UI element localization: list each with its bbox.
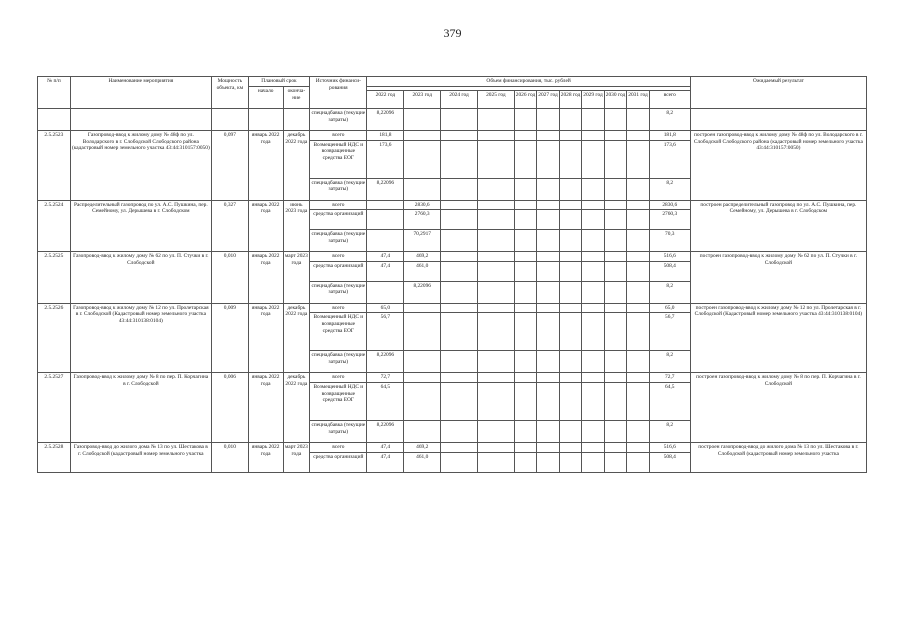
row-value: 173,6 [367,140,404,178]
row-value [537,313,560,351]
header-total: всего [649,91,690,109]
row-capacity: 0,097 [211,131,248,201]
row-value [582,303,605,313]
row-value [441,131,478,141]
row-name: Газопровод-ввод к жилому дому № 62 по ул. П. Стучки в г. Слободской [70,252,211,304]
row-value [441,452,478,472]
row-value [627,109,650,131]
row-id: 2.5.2525 [38,252,71,304]
row-value [441,420,478,442]
header-year: 2026 год [514,91,537,109]
row-source: всего [310,200,367,210]
row-value [367,200,404,210]
row-value: 8,22096 [367,420,404,442]
row-end: март 2023 года [283,252,310,304]
row-value [604,109,627,131]
row-value [367,210,404,230]
row-value [627,373,650,383]
row-total: 516,6 [649,442,690,452]
row-value [441,261,478,281]
row-source: всего [310,303,367,313]
row-value [559,109,582,131]
row-value [404,109,441,131]
row-value [627,252,650,262]
row-value [604,200,627,210]
row-value: 65,0 [367,303,404,313]
row-total: 8,2 [649,178,690,200]
row-value [477,178,514,200]
row-value: 47,4 [367,261,404,281]
row-source: Возмещенный НДС и возвращенные средства ЕОГ [310,313,367,351]
row-value [441,303,478,313]
financing-table [37,76,867,473]
row-value: 47,4 [367,252,404,262]
row-value [441,210,478,230]
row-source: всего [310,442,367,452]
row-source: средства организаций [310,261,367,281]
row-start: январь 2022 года [248,252,283,304]
row-value [404,313,441,351]
row-value [537,261,560,281]
row-result: построен газопровод-ввод к жилому дому № 8 по пер. П. Корчагина в г. Слободской [690,373,866,443]
row-total: 516,6 [649,252,690,262]
row-value [404,351,441,373]
row-value: 469,2 [404,252,441,262]
row-value [627,420,650,442]
row-value [559,442,582,452]
row-value [582,281,605,303]
row-value: 8,22096 [404,281,441,303]
row-value [441,178,478,200]
table-row [38,252,867,262]
table-row [38,131,867,141]
row-source: всего [310,373,367,383]
header-year: 2030 год [604,91,627,109]
row-value [582,452,605,472]
row-value [477,420,514,442]
row-value [441,109,478,131]
row-result: построен газопровод-ввод к жилому дому № 48ф по ул. Володарского в г. Слободской Слободского района (кадастровый номер земельного участка 43:44:310157:0050) [690,131,866,201]
row-total: 70,3 [649,230,690,252]
row-total: 2760,3 [649,210,690,230]
header-name: Наименование мероприятия [70,77,211,109]
row-value [441,252,478,262]
row-value [627,303,650,313]
row-value [537,200,560,210]
row-value [582,261,605,281]
row-value: 47,4 [367,452,404,472]
row-value [604,303,627,313]
row-total: 65,0 [649,303,690,313]
row-source: спецнадбавка (текущие затраты) [310,281,367,303]
row-total: 8,2 [649,281,690,303]
row-value: 47,4 [367,442,404,452]
header-plan-term: Плановый срок [248,77,309,87]
row-start: январь 2022 года [248,200,283,252]
row-value [582,131,605,141]
row-value: 2830,6 [404,200,441,210]
row-value [627,281,650,303]
row-value [404,373,441,383]
row-value [559,420,582,442]
row-source: средства организаций [310,452,367,472]
row-value [627,178,650,200]
row-value [582,252,605,262]
row-value [404,131,441,141]
row-end: июнь 2023 года [283,200,310,252]
header-year: 2029 год [582,91,605,109]
row-value [441,281,478,303]
row-total: 2830,6 [649,200,690,210]
row-capacity: 0,010 [211,442,248,472]
row-value [537,178,560,200]
row-value [514,140,537,178]
row-value [441,373,478,383]
row-value: 8,22096 [367,109,404,131]
row-source: спецнадбавка (текущие затраты) [310,351,367,373]
row-value [559,313,582,351]
row-name: Газопровод-ввод к жилому дому № 12 по ул. Пролетарская в г. Слободской (Кадастровый номер земельного участка 43:44:310138:0104) [70,303,211,373]
header-capacity: Мощность объекта, км [211,77,248,109]
row-value [604,261,627,281]
row-value [367,230,404,252]
row-value [627,382,650,420]
row-value [477,200,514,210]
row-value [582,109,605,131]
row-value [604,252,627,262]
row-id: 2.5.2523 [38,131,71,201]
row-start: январь 2022 года [248,373,283,443]
row-value: 461,0 [404,261,441,281]
row-value [627,230,650,252]
row-value [604,140,627,178]
header-year: 2027 год [537,91,560,109]
row-value [477,210,514,230]
row-total: 508,4 [649,452,690,472]
row-start: январь 2022 года [248,442,283,472]
row-total: 173,6 [649,140,690,178]
header-source: Источник финанси- рования [310,77,367,109]
row-source: Возмещенный НДС и возвращенные средства ЕОГ [310,382,367,420]
row-value [477,313,514,351]
row-name: Газопровод-ввод к жилому дому № 8 по пер. П. Корчагина в г. Слободской [70,373,211,443]
row-value [559,252,582,262]
row-value [604,131,627,141]
header-result: Ожидаемый результат [690,77,866,109]
row-capacity: 0,327 [211,200,248,252]
row-value [367,281,404,303]
row-value [477,131,514,141]
row-value [514,442,537,452]
row-value [477,109,514,131]
row-value [441,230,478,252]
row-capacity: 0,009 [211,303,248,373]
row-value [604,373,627,383]
row-result: построен газопровод-ввод до жилого дома № 13 по ул. Шестакова в г. Слободской (кадастровый номер земельного участка [690,442,866,472]
row-value [559,200,582,210]
row-value: 72,7 [367,373,404,383]
row-value [559,351,582,373]
row-value [627,261,650,281]
row-capacity [211,109,248,131]
row-value [537,452,560,472]
row-value: 8,22096 [367,351,404,373]
row-id: 2.5.2528 [38,442,71,472]
row-value [582,442,605,452]
row-value [441,351,478,373]
row-value [537,140,560,178]
header-year: 2022 год [367,91,404,109]
row-value [514,281,537,303]
row-value [477,452,514,472]
row-value [627,140,650,178]
row-value [441,382,478,420]
row-value: 469,2 [404,442,441,452]
row-value [477,382,514,420]
row-value [559,373,582,383]
row-value [537,442,560,452]
header-year: 2025 год [477,91,514,109]
row-name: Распределительный газопровод по ул. А.С. Пушкина, пер. Семейному, ул. Дерышева в г. Слободском [70,200,211,252]
row-value [582,210,605,230]
row-source: спецнадбавка (текущие затраты) [310,109,367,131]
header-end: оконча- ние [283,87,310,109]
table-row [38,109,867,131]
row-value [582,200,605,210]
row-value [514,313,537,351]
row-total: 8,2 [649,420,690,442]
row-id [38,109,71,131]
row-value [404,420,441,442]
row-value [514,200,537,210]
header-year: 2031 год [627,91,650,109]
row-value [627,210,650,230]
row-result: построен распределительный газопровод по ул. А.С. Пушкина, пер. Семейному, ул. Дерышева в г. Слободском [690,200,866,252]
row-value [514,131,537,141]
page-number: 379 [443,26,462,40]
row-value [559,210,582,230]
row-value [559,131,582,141]
row-value [559,303,582,313]
row-value [441,140,478,178]
row-value [582,382,605,420]
row-total: 56,7 [649,313,690,351]
row-value [514,351,537,373]
row-value [559,140,582,178]
row-id: 2.5.2527 [38,373,71,443]
row-source: Возмещенный НДС и возвращенные средства ЕОГ [310,140,367,178]
row-value [604,281,627,303]
row-source: средства организаций [310,210,367,230]
row-value [559,452,582,472]
row-value [537,351,560,373]
row-value [404,140,441,178]
table-row [38,442,867,452]
row-value: 8,22096 [367,178,404,200]
row-id: 2.5.2524 [38,200,71,252]
row-value: 461,0 [404,452,441,472]
row-value [627,351,650,373]
row-total: 72,7 [649,373,690,383]
row-value [477,442,514,452]
row-value [582,178,605,200]
row-value [604,420,627,442]
row-value [582,373,605,383]
row-name: Газопровод-ввод до жилого дома № 13 по ул. Шестакова в г. Слободской (кадастровый номер земельного участка [70,442,211,472]
row-name [70,109,211,131]
row-value [582,351,605,373]
row-result: построен газопровод-ввод к жилому дому № 62 по ул. П. Стучки в г. Слободской [690,252,866,304]
row-value: 56,7 [367,313,404,351]
row-value: 181,8 [367,131,404,141]
row-value [559,230,582,252]
row-value [477,140,514,178]
row-value [477,351,514,373]
row-value [477,261,514,281]
row-value [477,303,514,313]
row-value [537,281,560,303]
row-total: 508,4 [649,261,690,281]
row-result: построен газопровод-ввод к жилому дому № 12 по ул. Пролетарская в г. Слободской (Кадастровый номер земельного участка 43:44:310138:0104) [690,303,866,373]
row-value [441,200,478,210]
row-value [627,313,650,351]
row-value [604,313,627,351]
row-value [537,109,560,131]
row-value [559,382,582,420]
row-value [559,281,582,303]
row-value: 2760,3 [404,210,441,230]
row-value [477,252,514,262]
row-value [477,230,514,252]
row-value [477,373,514,383]
row-name: Газопровод-ввод к жилому дому № 48ф по ул. Володарского в г. Слободской Слободского района (кадастровый номер земельного участка 43:44:310157:0050) [70,131,211,201]
row-value [604,230,627,252]
row-value [627,200,650,210]
row-value [604,178,627,200]
row-end: декабрь 2022 года [283,303,310,373]
row-result [690,109,866,131]
row-start: январь 2022 года [248,303,283,373]
row-value [604,452,627,472]
row-value [537,373,560,383]
row-value [537,252,560,262]
row-total: 181,8 [649,131,690,141]
row-capacity: 0,010 [211,252,248,304]
row-value [514,420,537,442]
row-source: всего [310,131,367,141]
row-value [404,303,441,313]
row-value [514,109,537,131]
table-row [38,303,867,313]
row-value [537,210,560,230]
row-start: январь 2022 года [248,131,283,201]
header-start: начало [248,87,283,109]
row-start [248,109,283,131]
row-value [514,373,537,383]
header-volume: Объем финансирования, тыс. рублей [367,77,690,87]
row-end: декабрь 2022 года [283,131,310,201]
row-value [514,210,537,230]
row-value [514,452,537,472]
row-value [514,178,537,200]
row-value [441,442,478,452]
row-source: спецнадбавка (текущие затраты) [310,230,367,252]
header-year: 2028 год [559,91,582,109]
row-value [514,261,537,281]
row-total: 8,2 [649,351,690,373]
row-value [537,131,560,141]
table-row [38,200,867,210]
row-value [559,178,582,200]
row-value [514,230,537,252]
row-value [627,442,650,452]
row-value [604,382,627,420]
row-value [514,303,537,313]
row-value [582,313,605,351]
row-value: 70,2917 [404,230,441,252]
row-end: декабрь 2022 года [283,373,310,443]
row-value [627,452,650,472]
row-value [537,303,560,313]
row-value [604,442,627,452]
row-source: спецнадбавка (текущие затраты) [310,178,367,200]
row-value [537,420,560,442]
header-year: 2024 год [441,91,478,109]
row-source: всего [310,252,367,262]
header-year: 2023 год [404,91,441,109]
row-id: 2.5.2526 [38,303,71,373]
row-value [404,178,441,200]
row-value [404,382,441,420]
row-value [514,252,537,262]
row-value [604,210,627,230]
row-value [627,131,650,141]
row-total: 64,5 [649,382,690,420]
row-value [441,313,478,351]
table-row [38,373,867,383]
row-value [559,261,582,281]
row-value [582,230,605,252]
row-value [477,281,514,303]
header-num: № п/п [38,77,71,109]
row-end: март 2023 года [283,442,310,472]
row-capacity: 0,006 [211,373,248,443]
row-total: 8,2 [649,109,690,131]
row-value [514,382,537,420]
row-value [582,140,605,178]
row-value: 64,5 [367,382,404,420]
row-end [283,109,310,131]
row-source: спецнадбавка (текущие затраты) [310,420,367,442]
row-value [537,230,560,252]
row-value [604,351,627,373]
row-value [582,420,605,442]
row-value [537,382,560,420]
